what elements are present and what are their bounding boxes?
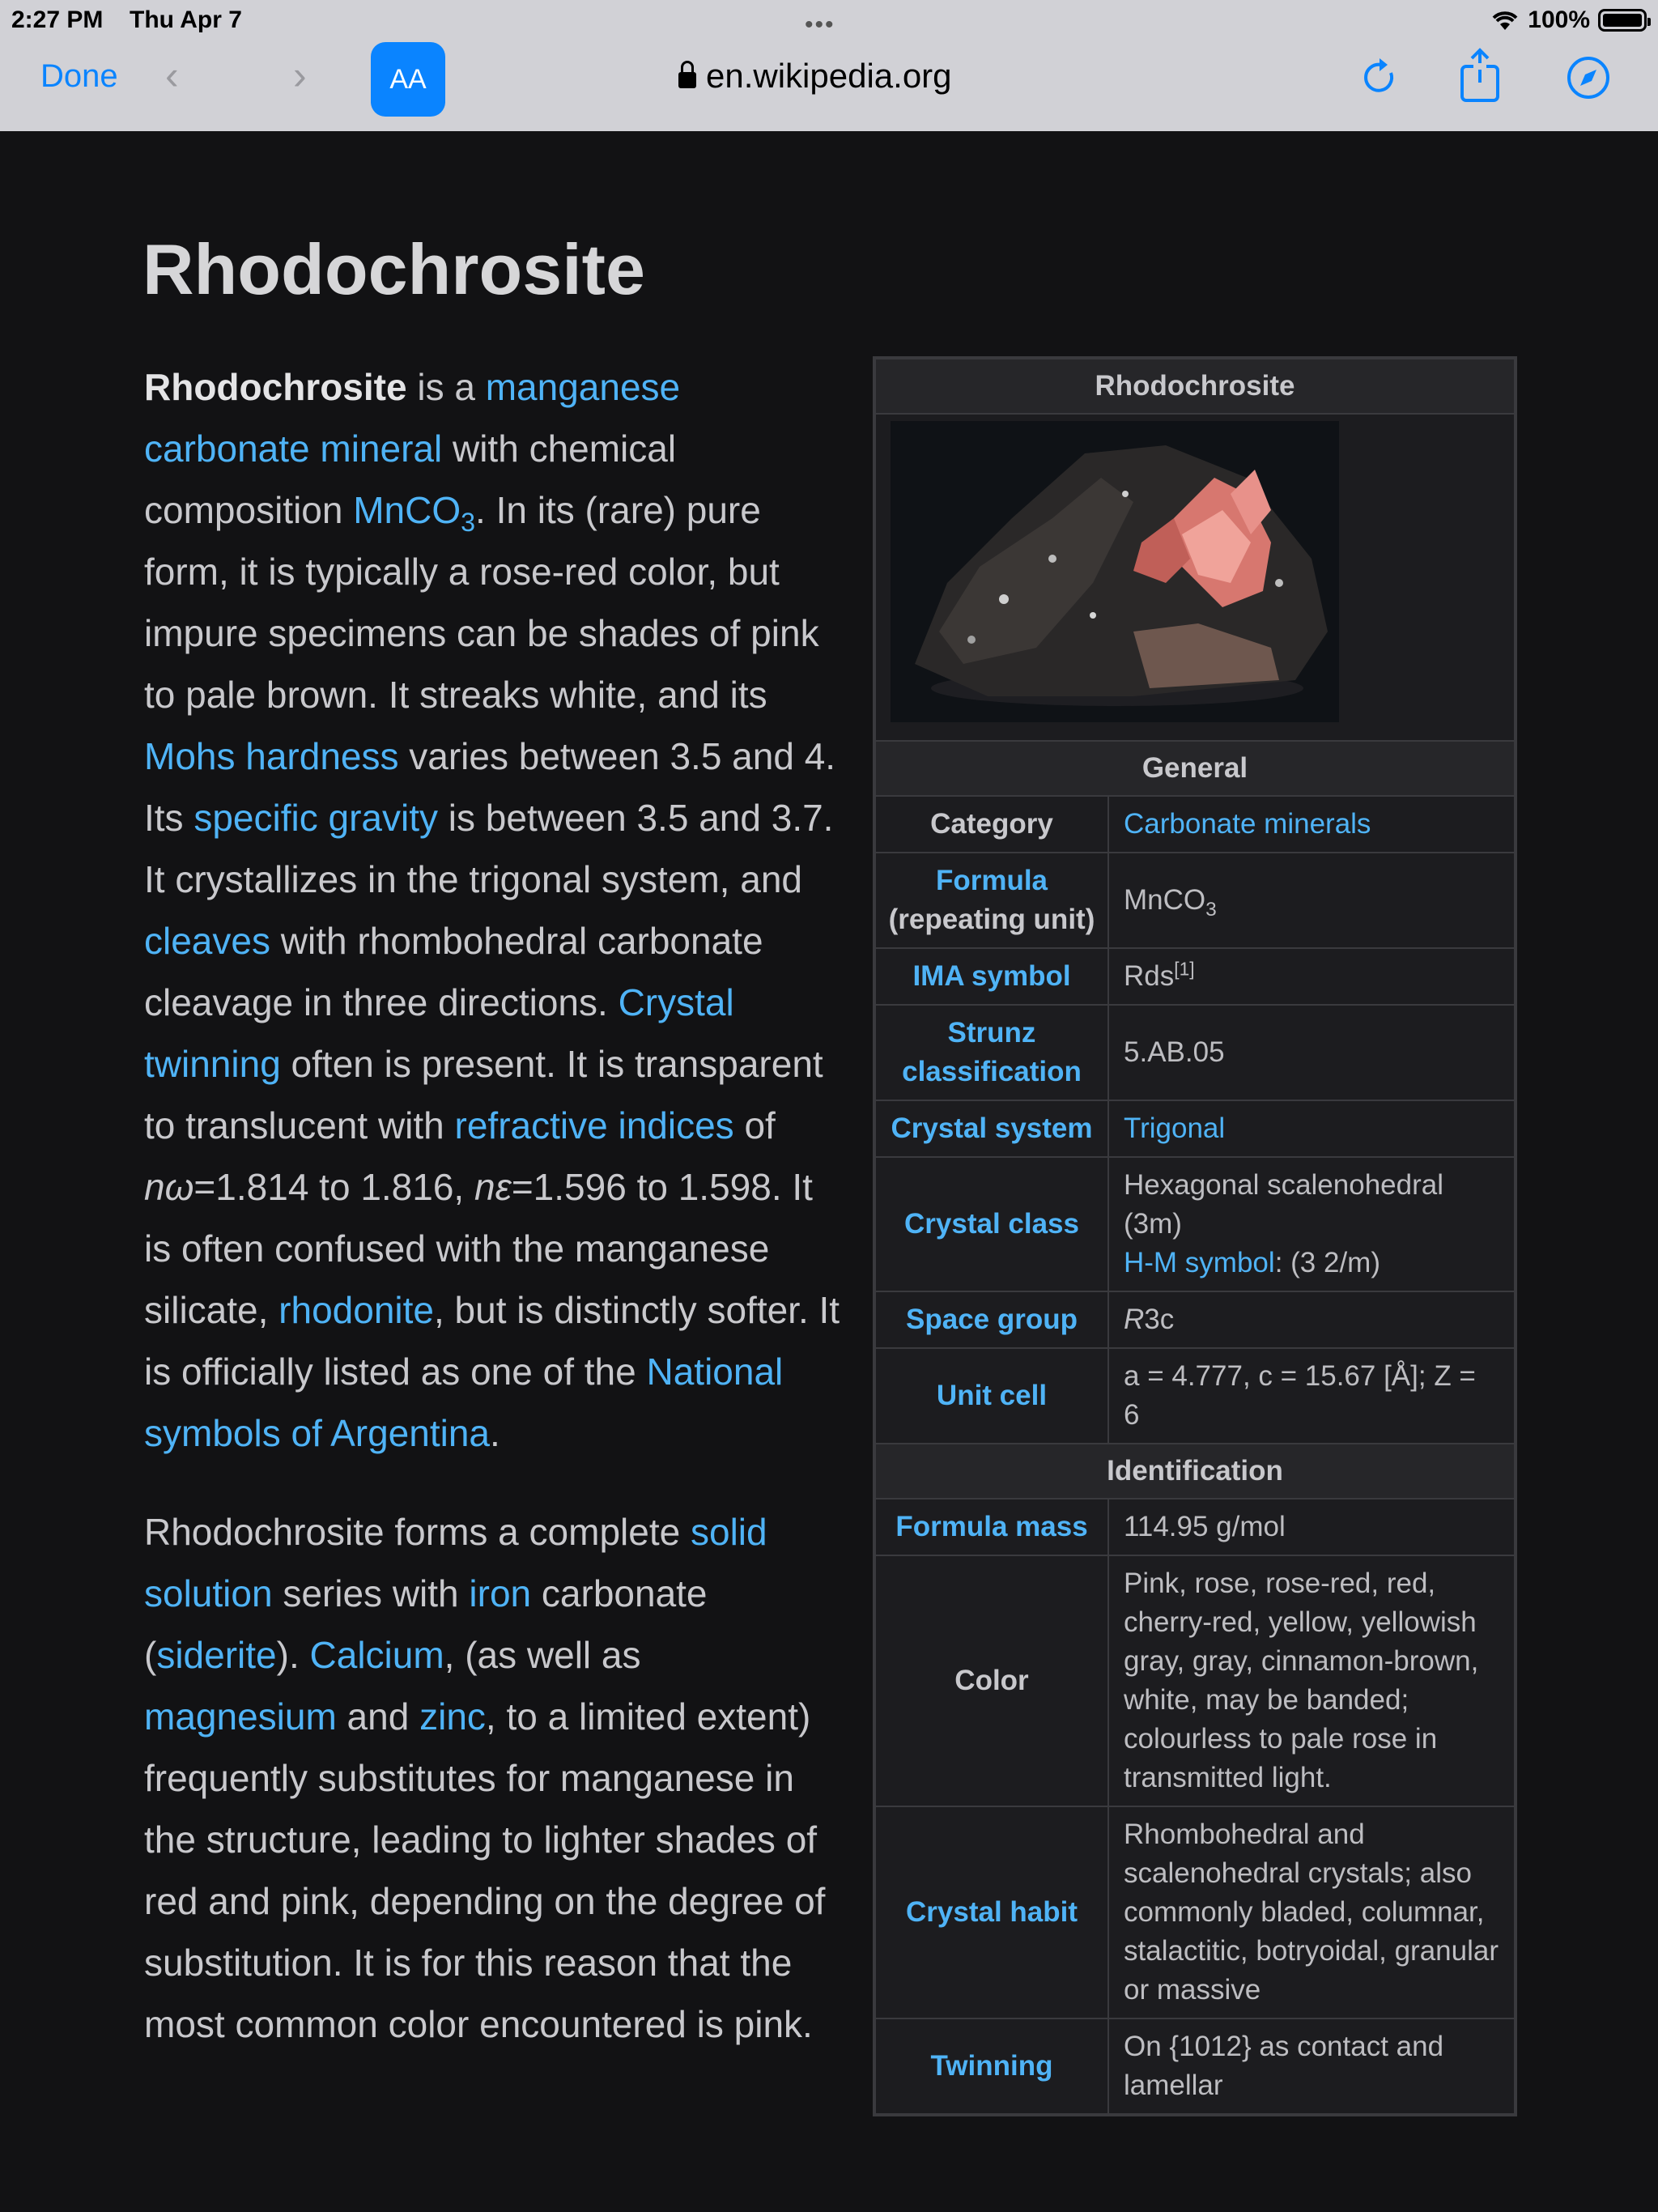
paragraph-intro — [144, 356, 840, 1464]
reader-settings-button[interactable] — [371, 42, 445, 117]
text: , but is distinctly softer. It is officially listed as one of the — [144, 1289, 840, 1393]
browser-chrome — [0, 0, 1658, 131]
text: . In its (rare) pure form, it is typically a rose-red color, but impure specimens can be shades of pink to pale brown. It streaks white, and its — [144, 489, 819, 716]
label-formula — [875, 853, 1108, 948]
italic-text: R — [1124, 1304, 1145, 1335]
page-title: Rhodochrosite — [142, 229, 645, 309]
article-body — [144, 356, 840, 2092]
link-zinc[interactable]: zinc — [419, 1695, 486, 1738]
link-formula-mass[interactable]: Formula mass — [875, 1499, 1108, 1555]
text: =1.596 to 1.598. It is often confused with the manganese silicate, — [144, 1166, 813, 1331]
link-calcium[interactable]: Calcium — [309, 1634, 444, 1676]
link-siderite[interactable]: siderite — [156, 1634, 277, 1676]
paragraph-solid-solution — [144, 1501, 840, 2055]
value-ima — [1108, 948, 1515, 1005]
text: is between 3.5 and 3.7. It crystallizes in the trigonal system, and — [144, 797, 834, 900]
link-strunz-classification[interactable]: Strunz classification — [875, 1005, 1108, 1100]
text: with rhombohedral carbonate cleavage in three directions. — [144, 920, 763, 1023]
value-twinning: On {1012} as contact and lamellar — [1108, 2018, 1515, 2114]
text: Rhodochrosite forms a complete — [144, 1511, 691, 1553]
value-formula — [1108, 853, 1515, 948]
link-formula[interactable]: Formula — [935, 865, 1048, 896]
battery-percent: 100% — [1528, 6, 1590, 33]
wifi-icon — [1490, 9, 1520, 32]
value-crystal-habit: Rhombohedral and scalenohedral crystals; also commonly bladed, columnar, stalactitic, botryoidal, granular or massive — [1108, 1806, 1515, 2018]
link-mnco3[interactable] — [353, 489, 476, 538]
text: with chemical composition — [144, 428, 677, 531]
section-general: General — [875, 741, 1515, 796]
infobox-title: Rhodochrosite — [875, 359, 1515, 414]
label-category: Category — [875, 796, 1108, 853]
address-bar[interactable] — [678, 57, 952, 96]
link-cleaves[interactable]: cleaves — [144, 920, 270, 962]
value-text: Rds — [1124, 960, 1175, 992]
link-mohs-hardness[interactable]: Mohs hardness — [144, 735, 399, 777]
value-color: Pink, rose, rose-red, red, cherry-red, yellow, yellowish gray, gray, cinnamon-brown, white, may be banded; colourless to pale rose in transmitted light. — [1108, 1555, 1515, 1806]
value-formula-mass: 114.95 g/mol — [1108, 1499, 1515, 1555]
compass-icon[interactable] — [1566, 55, 1611, 100]
value-space-group — [1108, 1291, 1515, 1348]
subscript: 3 — [1205, 899, 1217, 921]
text: ). — [276, 1634, 310, 1676]
share-icon[interactable] — [1457, 47, 1503, 104]
section-identification: Identification — [875, 1444, 1515, 1499]
infobox — [873, 356, 1517, 2116]
value-strunz: 5.AB.05 — [1108, 1005, 1515, 1100]
link-national-symbols-argentina[interactable]: National symbols of Argentina — [144, 1351, 784, 1454]
rhodochrosite-specimen-image[interactable] — [891, 421, 1339, 722]
done-button[interactable]: Done — [40, 58, 118, 94]
back-chevron-icon[interactable]: ‹ — [165, 53, 179, 98]
citation[interactable]: [1] — [1174, 958, 1195, 980]
battery-icon — [1598, 9, 1647, 32]
value-unit-cell: a = 4.777, c = 15.67 [Å]; Z = 6 — [1108, 1348, 1515, 1444]
link-text: MnCO — [353, 489, 461, 531]
text: and — [336, 1695, 420, 1738]
value-crystal-class — [1108, 1157, 1515, 1291]
mineral-photo — [891, 421, 1339, 722]
link-solid-solution[interactable]: solid solution — [144, 1511, 767, 1614]
status-time: 2:27 PM — [11, 6, 104, 33]
text: . — [490, 1412, 500, 1454]
link-manganese-carbonate-mineral[interactable]: manganese carbonate mineral — [144, 366, 681, 470]
link-ima-symbol[interactable]: IMA symbol — [875, 948, 1108, 1005]
text: is a — [406, 366, 486, 408]
reload-icon[interactable] — [1360, 57, 1399, 97]
link-rhodonite[interactable]: rhodonite — [278, 1289, 434, 1331]
text: of — [733, 1104, 776, 1146]
text: , to a limited extent) frequently substitutes for manganese in the structure, leading to lighter shades of red and pink, depending on the degree of substitution. It is for this reason that the most common color encountered is pink. — [144, 1695, 826, 2045]
text: carbonate ( — [144, 1572, 708, 1676]
link-magnesium[interactable]: magnesium — [144, 1695, 337, 1738]
status-date: Thu Apr 7 — [130, 6, 242, 33]
infobox-image-cell — [875, 414, 1515, 741]
bold-term: Rhodochrosite — [144, 366, 407, 408]
link-specific-gravity[interactable]: specific gravity — [193, 797, 438, 839]
italic-text: nω — [144, 1166, 194, 1208]
value-text: MnCO — [1124, 884, 1206, 916]
link-iron[interactable]: iron — [469, 1572, 532, 1614]
italic-text: nε — [474, 1166, 512, 1208]
link-unit-cell[interactable]: Unit cell — [875, 1348, 1108, 1444]
value-text: : (3 2/m) — [1274, 1247, 1380, 1278]
link-crystal-system[interactable]: Crystal system — [875, 1100, 1108, 1157]
subscript: 3 — [461, 508, 476, 538]
text: , (as well as — [444, 1634, 641, 1676]
reader-settings-label: AA — [389, 63, 427, 95]
forward-chevron-icon[interactable]: › — [293, 53, 307, 98]
status-right — [1490, 6, 1647, 34]
label-text: (repeating unit) — [888, 904, 1095, 935]
link-space-group[interactable]: Space group — [875, 1291, 1108, 1348]
link-twinning[interactable]: Twinning — [875, 2018, 1108, 2114]
link-crystal-twinning[interactable]: Crystal twinning — [144, 981, 734, 1085]
link-carbonate-minerals[interactable]: Carbonate minerals — [1124, 808, 1371, 840]
text: varies between 3.5 and 4. Its — [144, 735, 836, 839]
text: often is present. It is transparent to translucent with — [144, 1043, 823, 1146]
link-refractive-indices[interactable]: refractive indices — [454, 1104, 734, 1146]
label-color: Color — [875, 1555, 1108, 1806]
multitasking-dots-icon[interactable]: ••• — [805, 11, 835, 38]
link-hm-symbol[interactable]: H-M symbol — [1124, 1247, 1275, 1278]
link-crystal-habit[interactable]: Crystal habit — [875, 1806, 1108, 2018]
text: =1.814 to 1.816, — [193, 1166, 474, 1208]
value-text: 3c — [1144, 1304, 1175, 1335]
text: series with — [272, 1572, 470, 1614]
lock-icon — [678, 72, 696, 88]
link-trigonal[interactable]: Trigonal — [1124, 1112, 1226, 1144]
link-crystal-class[interactable]: Crystal class — [875, 1157, 1108, 1291]
url-text: en.wikipedia.org — [706, 57, 952, 95]
value-text: Hexagonal scalenohedral (3m) — [1124, 1169, 1443, 1240]
